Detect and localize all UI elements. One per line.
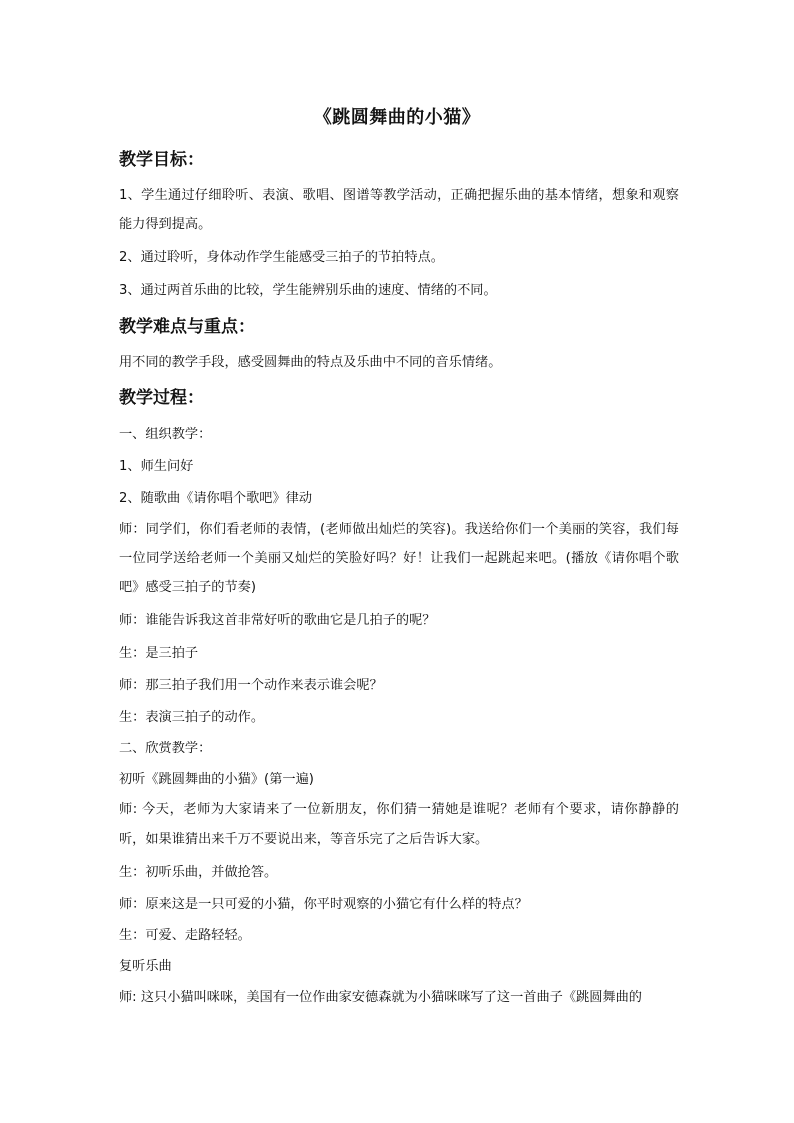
objectives-heading: 教学目标： bbox=[119, 150, 204, 170]
process-line: 师: 这只小猫叫咪咪，美国有一位作曲家安德森就为小猫咪咪写了这一首曲子《跳圆舞曲的 bbox=[119, 990, 642, 1005]
process-line: 师：谁能告诉我这首非常好听的歌曲它是几拍子的呢？ bbox=[119, 613, 436, 628]
focus-heading: 教学难点与重点： bbox=[119, 317, 255, 337]
process-line: 1、师生问好 bbox=[119, 459, 194, 474]
process-heading: 教学过程： bbox=[119, 388, 204, 408]
objective-item-1: 1、学生通过仔细聆听、表演、歌唱、图谱等教学活动，正确把握乐曲的基本情绪，想象和观察能力得到提高。 bbox=[119, 188, 679, 232]
process-paragraph: 师：同学们，你们看老师的表情，(老师做出灿烂的笑容)。我送给你们一个美丽的笑容，我们每一位同学送给老师一个美丽又灿烂的笑脸好吗？好！让我们一起跳起来吧。(播放《请你唱个歌吧》感受三拍子的节奏) bbox=[119, 522, 679, 595]
process-line: 生：表演三拍子的动作。 bbox=[119, 710, 265, 725]
process-line: 生：是三拍子 bbox=[119, 646, 199, 661]
process-line: 师：那三拍子我们用一个动作来表示谁会呢？ bbox=[119, 678, 383, 693]
process-line: 二、欣赏教学： bbox=[119, 741, 212, 756]
process-line: 初听《跳圆舞曲的小猫》(第一遍) bbox=[119, 772, 314, 787]
process-line: 一、组织教学： bbox=[119, 427, 212, 442]
process-line: 复听乐曲 bbox=[119, 959, 172, 974]
process-line: 生：初听乐曲，并做抢答。 bbox=[119, 865, 278, 880]
objective-item-3: 3、通过两首乐曲的比较，学生能辨别乐曲的速度、情绪的不同。 bbox=[119, 283, 497, 298]
focus-text: 用不同的教学手段，感受圆舞曲的特点及乐曲中不同的音乐情绪。 bbox=[119, 355, 502, 370]
objective-item-2: 2、通过聆听，身体动作学生能感受三拍子的节拍特点。 bbox=[119, 250, 444, 265]
document-title: 《跳圆舞曲的小猫》 bbox=[313, 107, 481, 128]
process-paragraph: 师: 今天，老师为大家请来了一位新朋友，你们猜一猜她是谁呢？老师有个要求，请你静静的听，如果谁猜出来千万不要说出来，等音乐完了之后告诉大家。 bbox=[119, 802, 679, 847]
process-line: 师：原来这是一只可爱的小猫，你平时观察的小猫它有什么样的特点？ bbox=[119, 897, 528, 912]
process-line: 2、随歌曲《请你唱个歌吧》律动 bbox=[119, 491, 313, 506]
process-line: 生：可爱、走路轻轻。 bbox=[119, 928, 251, 943]
